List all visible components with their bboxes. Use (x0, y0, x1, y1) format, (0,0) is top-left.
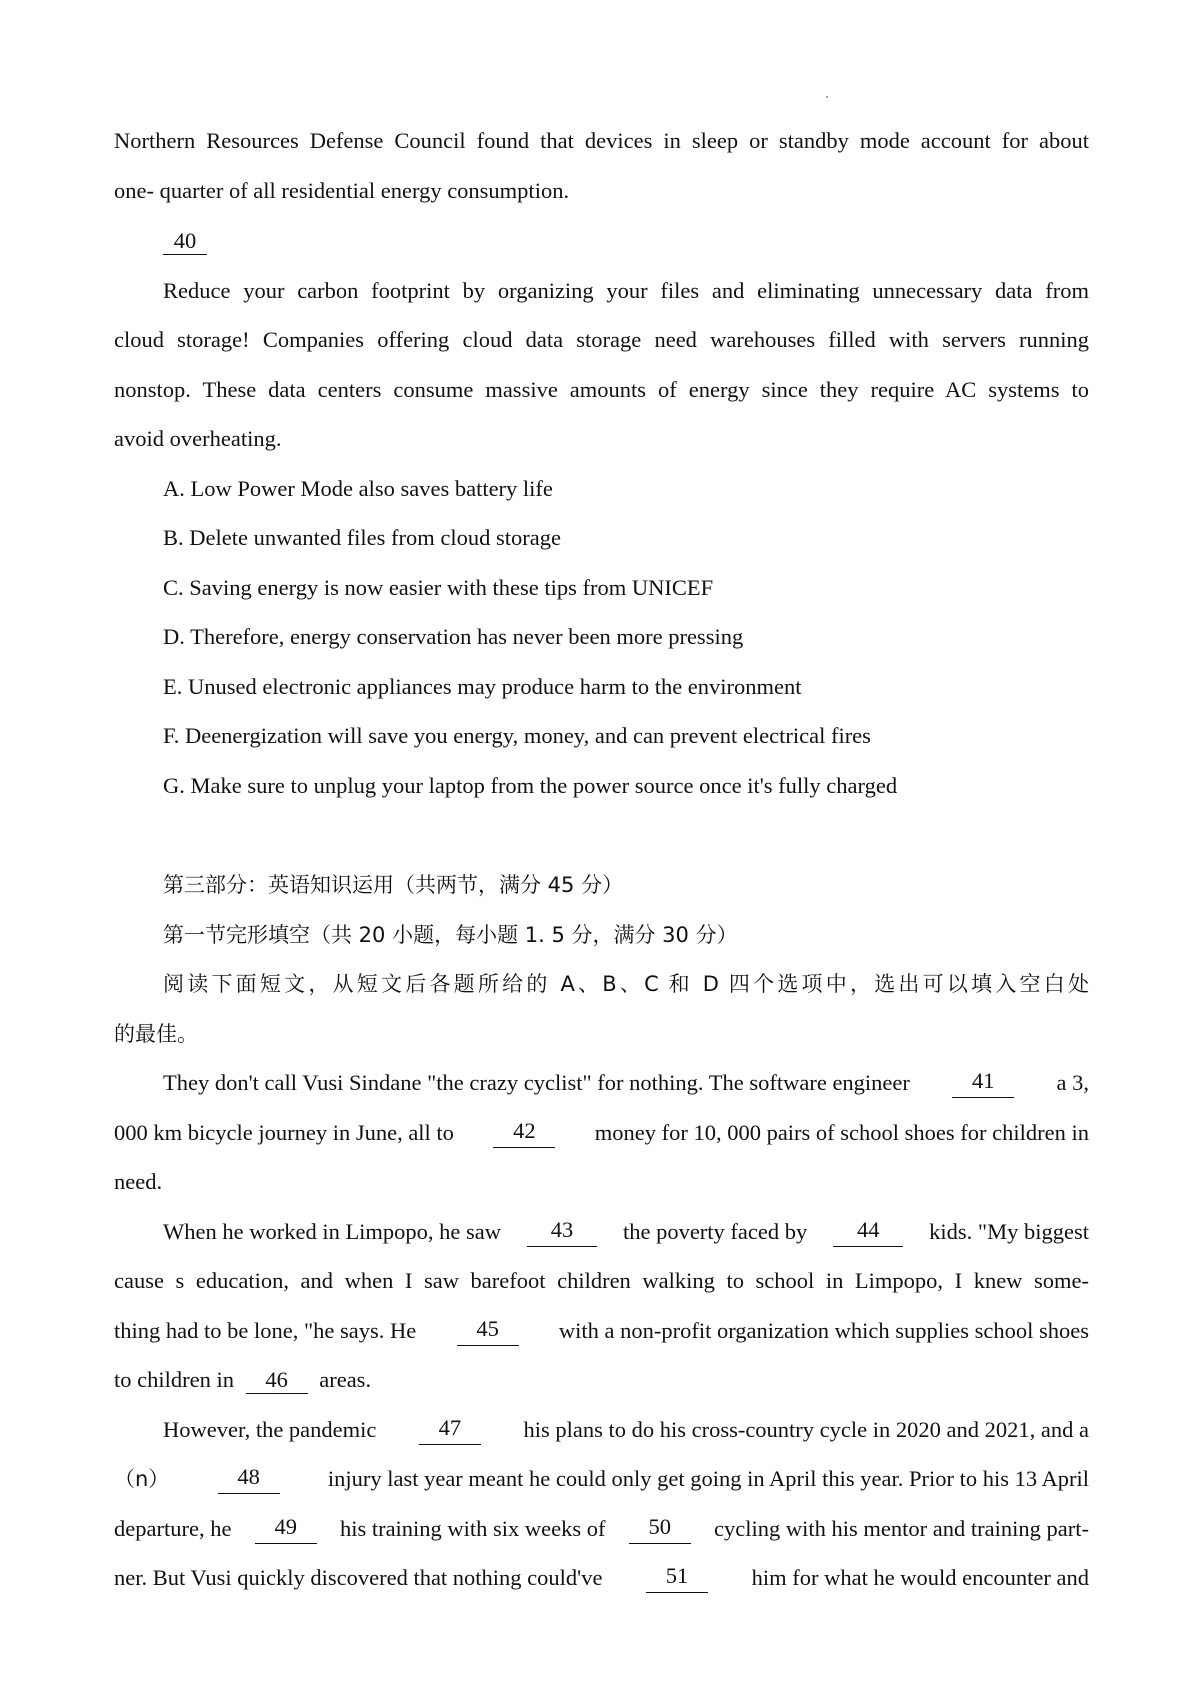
blank-number: 40 (163, 228, 207, 255)
cloze-line (114, 1514, 1089, 1544)
text-segment: with a non-profit organization which supplies school shoes (558, 1318, 1089, 1343)
blank-49: 49 (255, 1514, 317, 1544)
cloze-line (114, 1563, 1089, 1593)
blank-42: 42 (493, 1118, 555, 1148)
option-g: G. Make sure to unplug your laptop from the power source once it's fully charged (163, 773, 898, 798)
text-segment: him for what he would encounter and (751, 1565, 1089, 1590)
text-segment: cycling with his mentor and training part- (714, 1516, 1089, 1541)
blank-45: 45 (457, 1316, 519, 1346)
scan-speck (826, 96, 828, 98)
cloze-line (114, 1464, 1089, 1494)
text-segment: ner. But Vusi quickly discovered that nothing could've (114, 1565, 603, 1590)
section-subheading: 第一节完形填空（共 20 小题，每小题 1. 5 分，满分 30 分） (163, 923, 738, 947)
blank-47: 47 (419, 1415, 481, 1445)
cloze-line (163, 1415, 1089, 1445)
instruction-line: 阅读下面短文，从短文后各题所给的 A、B、C 和 D 四个选项中，选出可以填入空白处 (163, 972, 1089, 996)
tip-line: nonstop. These data centers consume massive amounts of energy since they require AC systems to (114, 377, 1089, 402)
option-e: E. Unused electronic appliances may produce harm to the environment (163, 674, 802, 699)
blank-48: 48 (218, 1464, 280, 1494)
text-segment: money for 10, 000 pairs of school shoes for children in (594, 1120, 1089, 1145)
cloze-line (114, 1118, 1089, 1148)
option-c: C. Saving energy is now easier with these tips from UNICEF (163, 575, 714, 600)
blank-51: 51 (646, 1563, 708, 1593)
text-segment: the poverty faced by (622, 1219, 808, 1244)
text-segment: departure, he (114, 1516, 232, 1541)
cloze-line (163, 1068, 1089, 1098)
text-segment: to children in (114, 1367, 234, 1392)
text-segment: areas. (319, 1367, 372, 1392)
instruction-line: 的最佳。 (114, 1022, 198, 1046)
blank-44: 44 (833, 1217, 903, 1247)
blank-46: 46 (246, 1367, 308, 1394)
text-segment: a 3, (1056, 1070, 1089, 1095)
text-segment: injury last year meant he could only get going in April this year. Prior to his 13 April (327, 1466, 1089, 1491)
tip-line: avoid overheating. (114, 426, 282, 451)
tip-line: cloud storage! Companies offering cloud data storage need warehouses filled with servers running (114, 327, 1089, 352)
tip-line: Reduce your carbon footprint by organizing your files and eliminating unnecessary data from (163, 278, 1089, 303)
text-segment: However, the pandemic (163, 1417, 377, 1442)
cloze-line (114, 1365, 371, 1395)
cloze-line: cause s education, and when I saw barefoot children walking to school in Limpopo, I knew some- (114, 1268, 1089, 1293)
text-segment: （n） (114, 1467, 170, 1491)
text-segment: They don't call Vusi Sindane "the crazy cyclist" for nothing. The software engineer (163, 1070, 910, 1095)
passage-line: one- quarter of all residential energy consumption. (114, 178, 570, 203)
blank-50: 50 (629, 1514, 691, 1544)
option-d: D. Therefore, energy conservation has never been more pressing (163, 624, 744, 649)
text-segment: kids. "My biggest (929, 1219, 1089, 1244)
text-segment: his plans to do his cross-country cycle in 2020 and 2021, and a (523, 1417, 1089, 1442)
option-a: A. Low Power Mode also saves battery life (163, 476, 553, 501)
blank-43: 43 (527, 1217, 597, 1247)
cloze-line: need. (114, 1169, 163, 1194)
cloze-line (114, 1316, 1089, 1346)
text-segment: When he worked in Limpopo, he saw (163, 1219, 502, 1244)
option-b: B. Delete unwanted files from cloud storage (163, 525, 562, 550)
passage-line: Northern Resources Defense Council found that devices in sleep or standby mode account for about (114, 128, 1089, 153)
text-segment: 000 km bicycle journey in June, all to (114, 1120, 454, 1145)
text-segment: his training with six weeks of (339, 1516, 606, 1541)
blank-40 (163, 226, 207, 256)
option-f: F. Deenergization will save you energy, money, and can prevent electrical fires (163, 723, 871, 748)
text-segment: thing had to be lone, "he says. He (114, 1318, 417, 1343)
section-heading: 第三部分：英语知识运用（共两节，满分 45 分） (163, 873, 624, 897)
blank-41: 41 (952, 1068, 1014, 1098)
cloze-line (163, 1217, 1089, 1247)
